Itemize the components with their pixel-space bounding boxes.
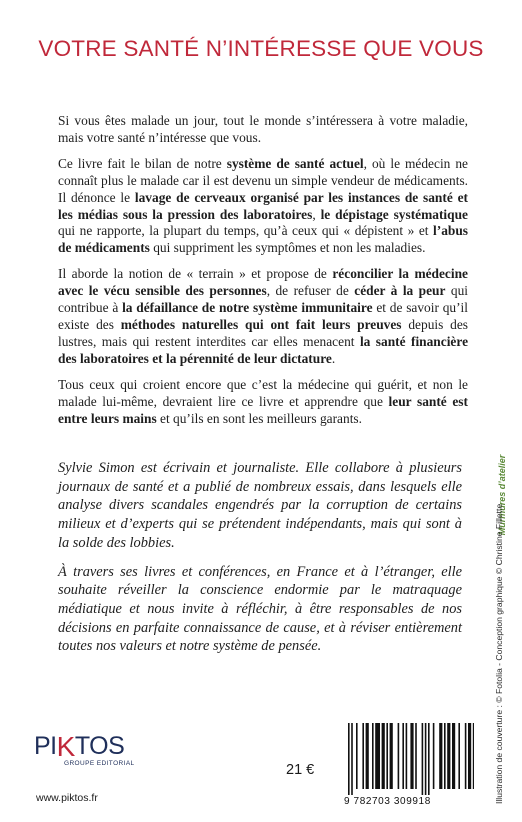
credits-text: Illustration de couverture : © Fotolia - Conception graphique © Christine Fillette xyxy=(494,503,504,804)
barcode-bar xyxy=(406,723,408,789)
blurb-paragraph-2: Ce livre fait le bilan de notre système de santé actuel, où le médecin ne connaît plus le malade car il est devenu un simple vendeur de médicaments. Il dénonce le lavage de cerveaux organisé par les instances de santé et les médias sous la pression des laboratoires, le dépistage systématique qui ne rapporte, la plupart du temps, qu’à ceux qui « dépistent » et l’abus de médicaments qui suppriment les symptômes et non les maladies. xyxy=(58,155,468,256)
barcode-bar xyxy=(468,723,471,789)
barcode-bar xyxy=(356,723,358,789)
barcode-bar xyxy=(428,723,430,795)
barcode-bar xyxy=(452,723,455,789)
barcode-bar xyxy=(410,723,413,789)
price-label: 21 € xyxy=(286,762,315,778)
barcode-bar xyxy=(398,723,400,789)
author-paragraph-1: Sylvie Simon est écrivain et journaliste. Elle collabore à plusieurs journaux de santé et a publié de nombreux essais, dans lesquels elle analyse divers scandales engendrés par la corruption de certains milieux et d’experts qui se prétendent indépendants, mais qui sont à la solde des lobbies. xyxy=(58,460,462,551)
blurb-paragraph-4: Tous ceux qui croient encore que c’est la médecine qui guérit, et non le malade lui-même, devraient lire ce livre et apprendre que leur santé est entre leurs mains et qu’ils en sont les meilleurs garants. xyxy=(58,376,468,426)
barcode-bar xyxy=(458,723,460,789)
barcode-bar xyxy=(433,723,435,789)
barcode-bar xyxy=(372,723,374,789)
publisher-website: www.piktos.fr xyxy=(36,792,98,804)
barcode-bar xyxy=(439,723,442,789)
isbn-barcode xyxy=(344,723,474,809)
barcode-bar xyxy=(422,723,424,795)
barcode-bar xyxy=(447,723,450,789)
barcode-bar xyxy=(348,723,350,795)
barcode-bars xyxy=(344,723,474,795)
barcode-bar xyxy=(402,723,404,789)
book-blurb xyxy=(58,113,468,436)
barcode-bar xyxy=(382,723,385,789)
barcode-bar xyxy=(366,723,369,789)
blurb-paragraph-3: Il aborde la notion de « terrain » et propose de réconcilier la médecine avec le vécu sensible des personnes, de refuser de céder à la peur qui contribue à la défaillance de notre système immunitaire et de savoir qu’il existe des méthodes naturelles qui ont fait leurs preuves depuis des lustres, mais qui restent interdites car elles menacent la santé financière des laboratoires et la pérennité de leur dictature. xyxy=(58,266,469,366)
barcode-bar xyxy=(362,723,364,789)
barcode-bar xyxy=(444,723,446,789)
barcode-bar xyxy=(351,723,353,795)
barcode-bar xyxy=(375,723,380,789)
barcode-bar xyxy=(415,723,417,789)
logo-subtitle: GROUPE EDITORIAL xyxy=(64,760,135,767)
barcode-digits: 9 782703 309918 xyxy=(344,796,431,807)
barcode-bar xyxy=(473,723,474,789)
barcode-bar xyxy=(390,723,393,789)
brand-label: Murmures d’atelier xyxy=(497,454,507,536)
barcode-bar xyxy=(465,723,467,789)
publisher-logo xyxy=(34,731,138,772)
barcode-bar xyxy=(386,723,388,789)
author-paragraph-2: À travers ses livres et conférences, en France et à l’étranger, elle souhaite réveiller la conscience endormie par le matraquage médiatique et nous invite à réfléchir, à être responsables de nos décisions en parfaite connaissance de cause, et à réviser entièrement toutes nos valeurs et notre système de pensée. xyxy=(58,563,462,655)
barcode-bar xyxy=(425,723,427,795)
logo-wordmark: PI K TOS xyxy=(34,731,125,762)
author-bio xyxy=(58,459,462,666)
vertical-credits xyxy=(492,503,506,806)
cover-title: VOTRE SANTÉ N’INTÉRESSE QUE VOUS xyxy=(38,36,484,61)
blurb-paragraph-1: Si vous êtes malade un jour, tout le monde s’intéressera à votre maladie, mais votre santé n’intéresse que vous. xyxy=(58,113,468,145)
